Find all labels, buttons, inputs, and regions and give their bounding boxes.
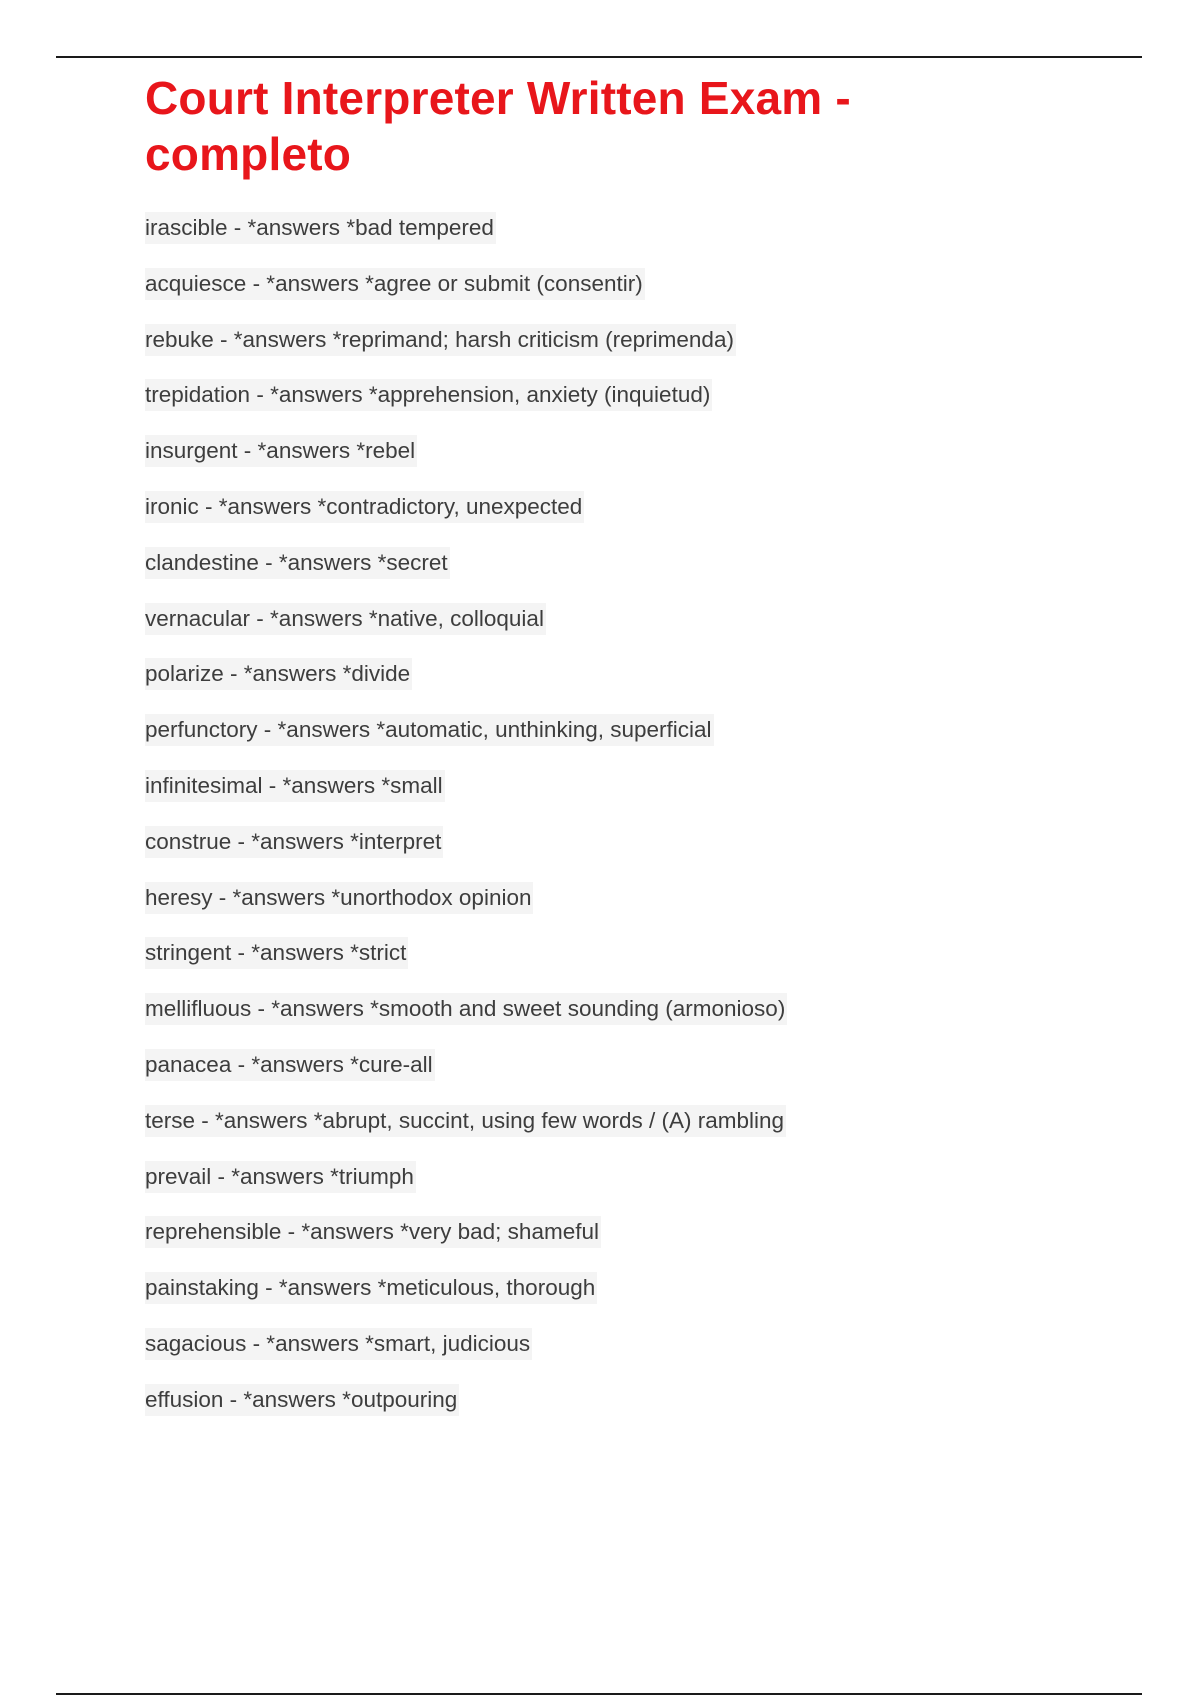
entry-text: clandestine - *answers *secret <box>145 547 450 579</box>
list-item <box>145 435 787 491</box>
list-item <box>145 603 787 659</box>
entry-text: rebuke - *answers *reprimand; harsh criticism (reprimenda) <box>145 324 736 356</box>
entry-text: perfunctory - *answers *automatic, unthinking, superficial <box>145 714 714 746</box>
list-item <box>145 1216 787 1272</box>
entry-text: irascible - *answers *bad tempered <box>145 212 496 244</box>
entry-text: construe - *answers *interpret <box>145 826 443 858</box>
entry-text: infinitesimal - *answers *small <box>145 770 445 802</box>
entry-text: terse - *answers *abrupt, succint, using few words / (A) rambling <box>145 1105 786 1137</box>
list-item <box>145 714 787 770</box>
list-item <box>145 1384 787 1440</box>
entry-text: vernacular - *answers *native, colloquial <box>145 603 546 635</box>
entry-text: ironic - *answers *contradictory, unexpected <box>145 491 584 523</box>
entry-text: trepidation - *answers *apprehension, anxiety (inquietud) <box>145 379 712 411</box>
bottom-divider <box>56 1693 1142 1695</box>
vocabulary-list <box>145 212 787 1440</box>
entry-text: heresy - *answers *unorthodox opinion <box>145 882 533 914</box>
list-item <box>145 547 787 603</box>
list-item <box>145 993 787 1049</box>
list-item <box>145 491 787 547</box>
list-item <box>145 1049 787 1105</box>
list-item <box>145 1272 787 1328</box>
list-item <box>145 1105 787 1161</box>
list-item <box>145 882 787 938</box>
entry-text: painstaking - *answers *meticulous, thorough <box>145 1272 597 1304</box>
list-item <box>145 268 787 324</box>
entry-text: prevail - *answers *triumph <box>145 1161 416 1193</box>
list-item <box>145 1328 787 1384</box>
list-item <box>145 324 787 380</box>
list-item <box>145 826 787 882</box>
entry-text: effusion - *answers *outpouring <box>145 1384 459 1416</box>
entry-text: reprehensible - *answers *very bad; shameful <box>145 1216 601 1248</box>
list-item <box>145 212 787 268</box>
entry-text: mellifluous - *answers *smooth and sweet sounding (armonioso) <box>145 993 787 1025</box>
list-item <box>145 1161 787 1217</box>
entry-text: acquiesce - *answers *agree or submit (consentir) <box>145 268 645 300</box>
list-item <box>145 658 787 714</box>
entry-text: panacea - *answers *cure-all <box>145 1049 435 1081</box>
list-item <box>145 937 787 993</box>
entry-text: insurgent - *answers *rebel <box>145 435 417 467</box>
entry-text: sagacious - *answers *smart, judicious <box>145 1328 532 1360</box>
top-divider <box>56 56 1142 58</box>
list-item <box>145 379 787 435</box>
entry-text: polarize - *answers *divide <box>145 658 412 690</box>
entry-text: stringent - *answers *strict <box>145 937 408 969</box>
list-item <box>145 770 787 826</box>
document-title: Court Interpreter Written Exam - completo <box>145 72 851 180</box>
